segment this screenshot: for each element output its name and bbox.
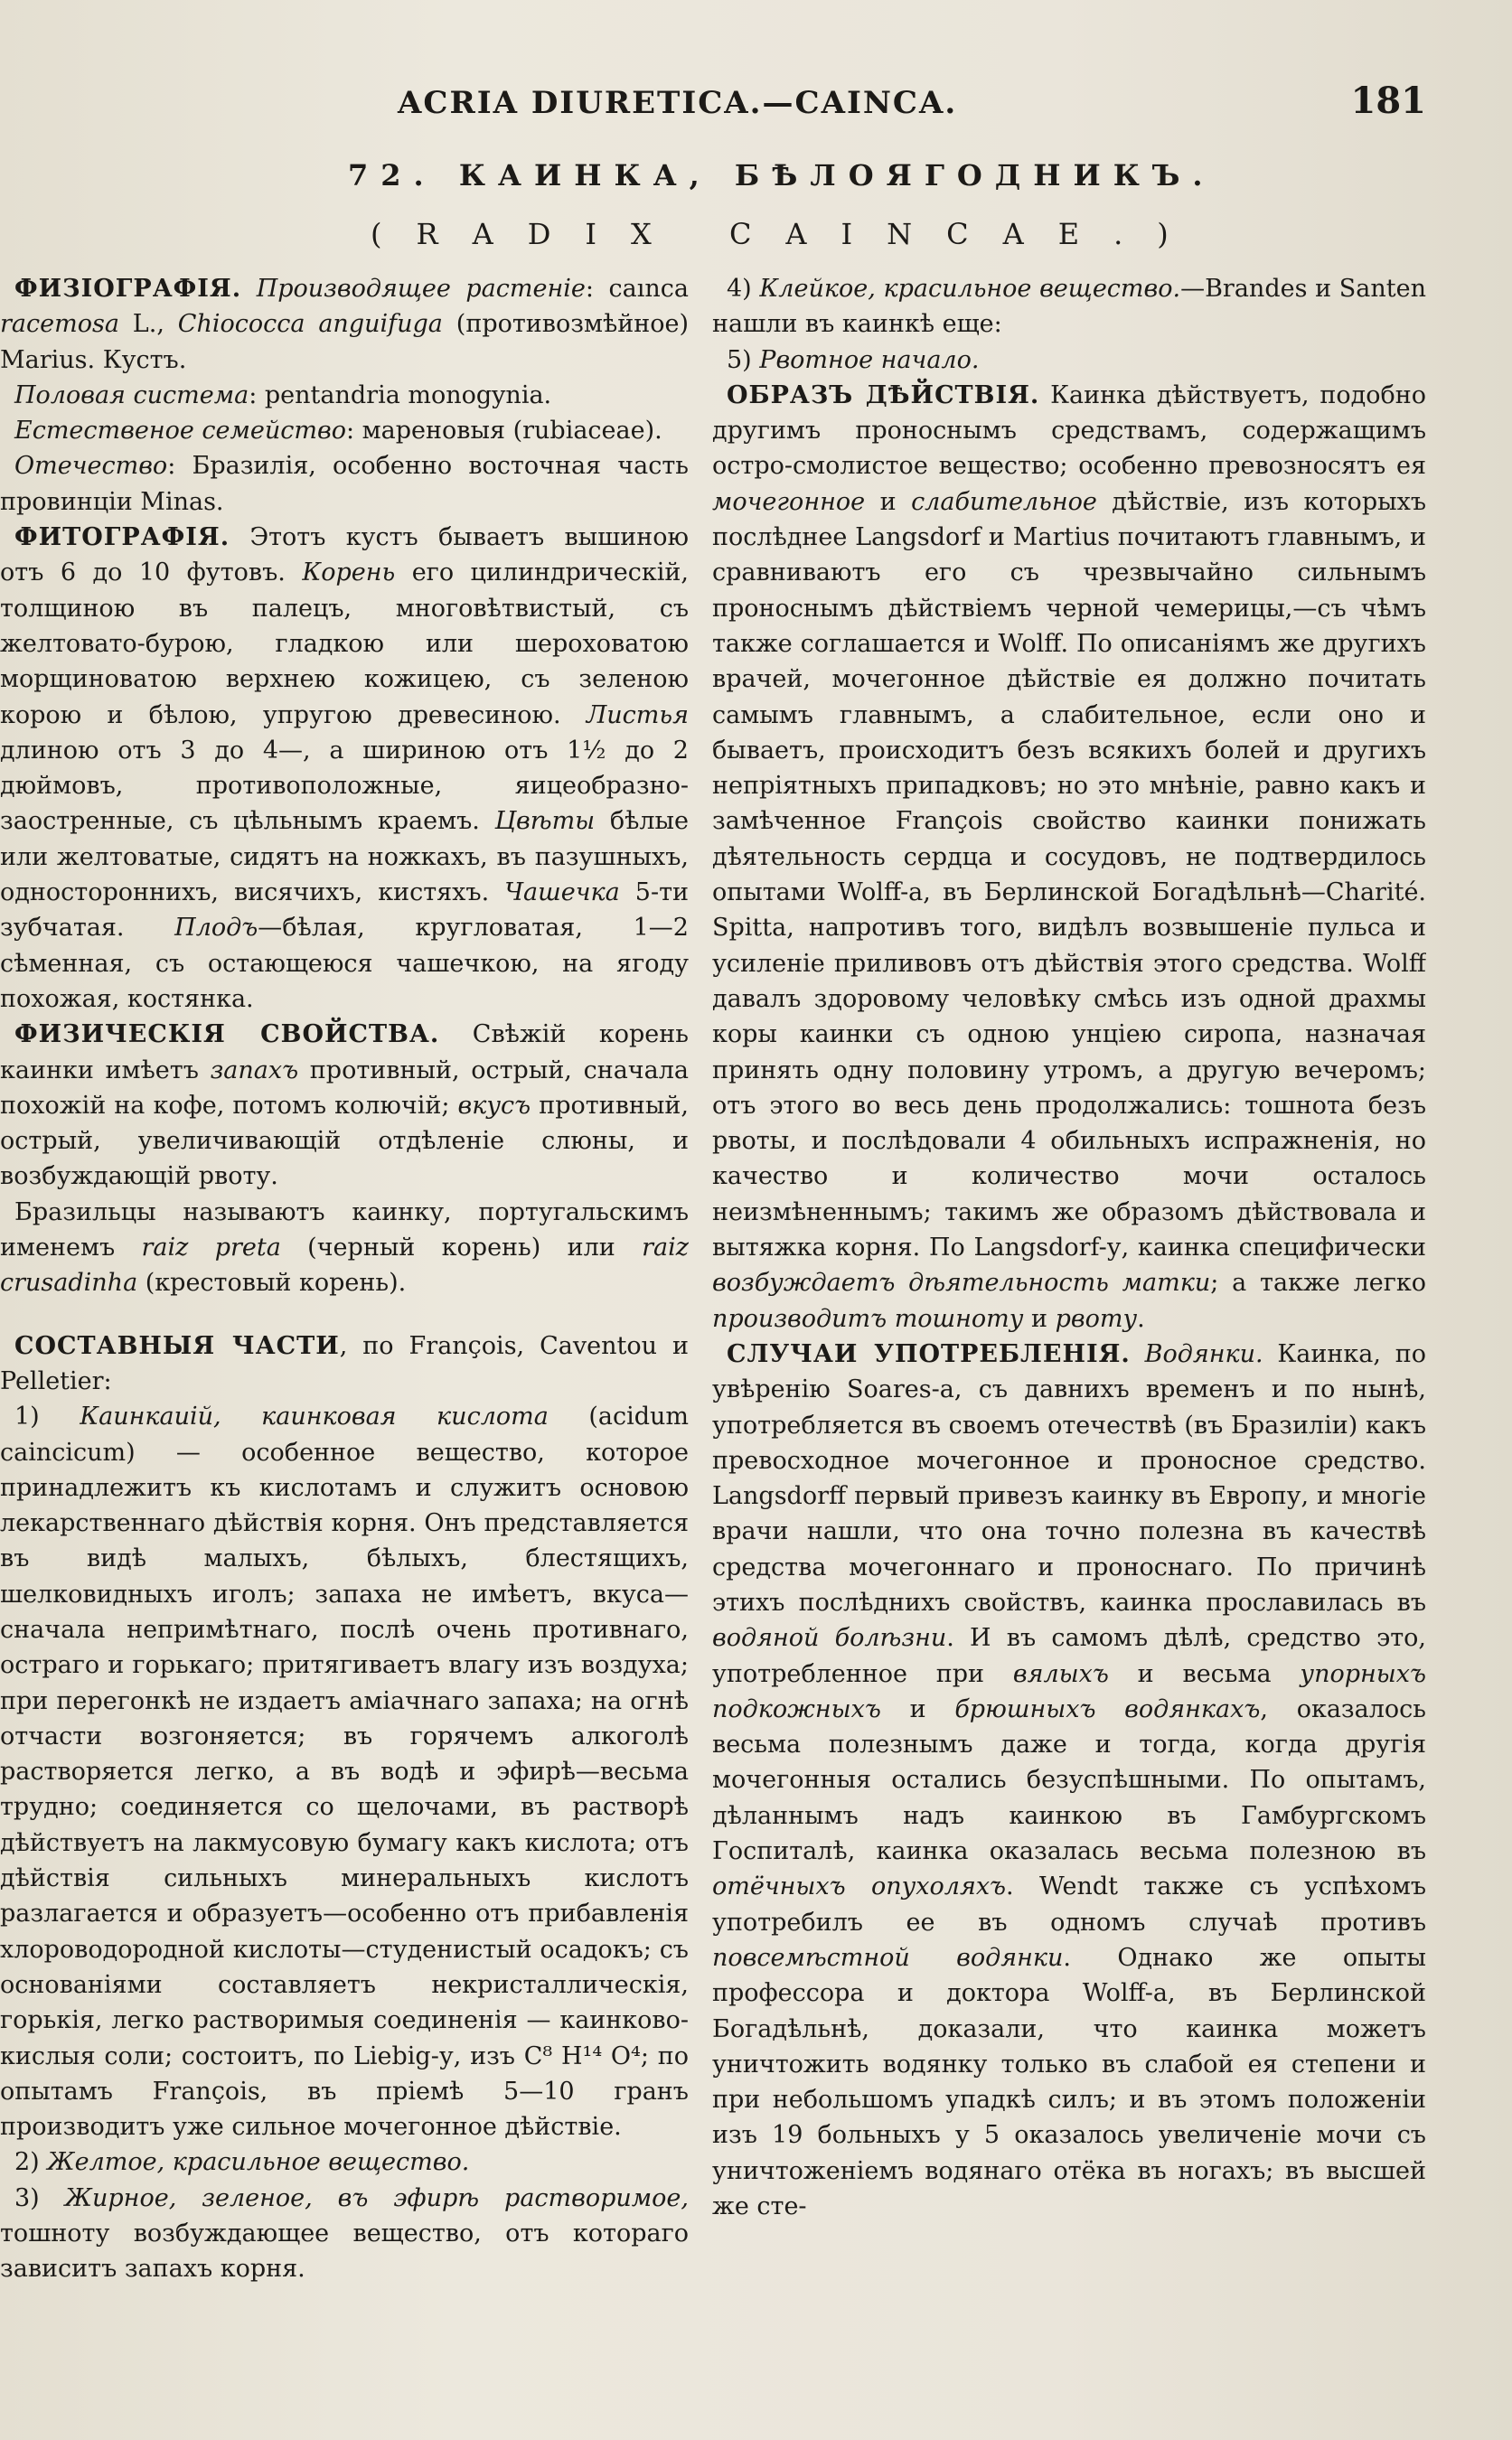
italic-text: вялыхъ: [1012, 1659, 1109, 1688]
italic-text: Водянки.: [1144, 1339, 1263, 1368]
italic-text: мочегонное: [712, 487, 866, 516]
italic-text: Каинкаиій, каинковая кислота: [80, 1403, 549, 1431]
text-run: Этотъ кустъ бываетъ вышиною отъ 6 до 10 футовъ.: [0, 523, 689, 587]
text-run: его цилиндрическій, толщиною въ палецъ, многовѣтвистый, съ желтовато-бурою, гладкою или шероховатою морщиноватою верхнею кожицею, съ зеленою корою и бѣлою, упругою древесиною.: [0, 558, 689, 729]
right-column: [712, 271, 1426, 2368]
section-heading: СЛУЧАИ УПОТРЕБЛЕНІЯ.: [727, 1339, 1131, 1368]
text-run: , оказалось весьма полезнымъ даже и тогда, когда другія мочегонныя остались безуспѣшными. По опытамъ, дѣланнымъ надъ каинкою въ Гамбургскомъ Госпиталѣ, каинка оказалась весьма полезною въ: [712, 1694, 1426, 1866]
paragraph-homeland: [0, 448, 689, 520]
italic-text: Корень: [302, 558, 396, 587]
paragraph-component-2: [0, 2144, 689, 2180]
paragraph-physiography: [0, 271, 689, 378]
section-heading: ОБРАЗЪ ДѢЙСТВІЯ.: [727, 380, 1040, 409]
italic-text: Chiococca anguifuga: [177, 310, 443, 339]
text-run: . Однако же опыты профессора и доктора Wolff-а, въ Берлинской Богадѣльнѣ, доказали, что каинка можетъ уничтожить водянку только въ слабой ея степени и при небольшомъ упадкѣ силъ; и въ этомъ положеніи изъ 19 больныхъ у 5 оказалось увеличеніе мочи съ уничтоженіемъ водянаго отёка въ ногахъ; въ высшей же сте-: [712, 1943, 1426, 2221]
text-run: 2): [14, 2148, 48, 2177]
italic-text: слабительное: [911, 487, 1097, 516]
italic-text: возбуждаетъ дѣятельность матки: [712, 1269, 1211, 1298]
italic-text: Жирное, зеленое, въ эфирѣ растворимое,: [64, 2183, 689, 2212]
section-heading: ФИТОГРАФІЯ.: [14, 523, 230, 552]
text-run: . И въ самомъ дѣлѣ, средство это, употребленное при: [712, 1624, 1426, 1688]
section-heading: ФИЗІОГРАФІЯ.: [14, 275, 242, 303]
paragraph-physical-properties: [0, 1017, 689, 1194]
text-run: [1131, 1340, 1145, 1368]
text-run: 4): [727, 275, 760, 303]
italic-text: брюшныхъ водянкахъ: [954, 1694, 1261, 1723]
text-run: ; а также легко: [1210, 1269, 1426, 1298]
text-run: 1): [14, 1403, 80, 1431]
italic-text: производитъ тошноту: [712, 1304, 1024, 1333]
article-subtitle: (RADIX CAINCAE.): [371, 217, 1203, 251]
paragraph-names: [0, 1195, 689, 1301]
paragraph-uses: [712, 1337, 1426, 2224]
italic-text: Желтое, красильное вещество.: [47, 2148, 470, 2177]
text-run: 5-ти зубчатая.: [0, 878, 689, 943]
italic-text: Половая система: [14, 380, 249, 409]
text-run: дѣйствіе, изъ которыхъ послѣднее Langsdorf и Martius почитаютъ главнымъ, и сравниваютъ его съ чрезвычайно сильнымъ проноснымъ дѣйствіемъ черной чемерицы,—съ чѣмъ также соглашается и Wolff. По описаніямъ же другихъ врачей, мочегонное дѣйствіе ея должно почитать самымъ главнымъ, а слабительное, если оно и бываетъ, происходитъ безъ всякихъ болей и другихъ непріятныхъ припадковъ; но это мнѣніе, равно какъ и замѣченное François свойство каинки понижать дѣятельность сердца и сосудовъ, не подтвердилось опытами Wolff-а, въ Берлинской Богадѣльнѣ—Charité. Spitta, напротивъ того, видѣлъ возвышеніе пульса и усиленіе приливовъ отъ дѣйствія этого средства. Wolff давалъ здоровому человѣку смѣсь изъ одной драхмы коры каинки съ одною унціею сиропа, назначая принять одну половину утромъ, а другую вечеромъ; отъ этого во весь день продолжались: тошнота безъ рвоты, и послѣдовали 4 обильныхъ испражненія, но качество и количество мочи осталось неизмѣненнымъ; такимъ же образомъ дѣйствовала и вытяжка корня. По Langsdorf-у, каинка специфически: [712, 487, 1426, 1262]
text-run: (крестовый корень).: [137, 1269, 407, 1298]
paragraph-component-4: [712, 271, 1426, 343]
text-run: (acidum caincicum) — особенное вещество, которое принадлежитъ къ кислотамъ и служитъ основою лекарственнаго дѣйствія корня. Онъ представляется въ видѣ малыхъ, бѣлыхъ, блестящихъ, шелковидныхъ иголъ; запаха не имѣетъ, вкуса—сначала непримѣтнаго, послѣ очень противнаго, остраго и горькаго; притягиваетъ влагу изъ воздуха; при перегонкѣ не издаетъ аміачнаго запаха; на огнѣ отчасти возгоняется; въ горячемъ алкоголѣ растворяется легко, а въ водѣ и эфирѣ—весьма трудно; соединяется со щелочами, въ растворѣ дѣйствуетъ на лакмусовую бумагу какъ кислота; отъ дѣйствія сильныхъ минеральныхъ кислотъ разлагается и образуетъ—особенно отъ прибавленія хлороводородной кислоты—студенистый осадокъ; съ основаніями составляетъ некристаллическія, горькія, легко растворимыя соединенія — каинково-кислыя соли; состоитъ, по Liebig-у, изъ C⁸ H¹⁴ O⁴; по опытамъ François, въ пріемѣ 5—10 гранъ производитъ уже сильное мочегонное дѣйствіе.: [0, 1403, 689, 2142]
italic-text: Чашечка: [504, 878, 620, 907]
text-run: противный, острый, увеличивающій отдѣленіе слюны, и возбуждающій рвоту.: [0, 1091, 689, 1191]
text-run: —Brandes и Santen нашли въ каинкѣ еще:: [712, 275, 1426, 339]
text-run: и: [1023, 1304, 1056, 1333]
italic-text: вкусъ: [457, 1091, 531, 1120]
text-run: Каинка дѣйствуетъ, подобно другимъ проноснымъ средствамъ, содержащимъ остро-смолистое вещество; особенно превозносятъ ея: [712, 380, 1426, 481]
paragraph-component-1: [0, 1399, 689, 2144]
text-run: : Бразилія, особенно восточная часть провинціи Minas.: [0, 452, 689, 516]
text-run: —бѣлая, кругловатая, 1—2 сѣменная, съ остающеюся чашечкою, на ягоду похожая, костянка.: [0, 914, 689, 1013]
italic-text: raiz crusadinha: [0, 1234, 689, 1298]
paragraph-component-3: [0, 2181, 689, 2287]
italic-text: racemosa: [0, 310, 119, 339]
left-column: [0, 271, 689, 2350]
section-heading: ФИЗИЧЕСКІЯ СВОЙСТВА.: [14, 1020, 440, 1049]
italic-text: Производящее растеніе: [256, 275, 586, 303]
running-head: [0, 80, 1512, 134]
text-run: длиною отъ 3 до 4—, а шириною отъ 1½ до 2 дюймовъ, противоположные, яицеобразно-заостренные, съ цѣльнымъ краемъ.: [0, 736, 689, 836]
italic-text: Цвѣты: [494, 807, 596, 836]
text-run: противный, острый, сначала похожій на кофе, потомъ колючій;: [0, 1056, 689, 1120]
text-run: бѣлые или желтоватые, сидятъ на ножкахъ, въ пазушныхъ, одностороннихъ, висячихъ, кистяхъ.: [0, 807, 689, 907]
italic-text: отёчныхъ опухоляхъ: [712, 1872, 1007, 1901]
text-run: . Wendt также съ успѣхомъ употребилъ ее въ одномъ случаѣ противъ: [712, 1872, 1426, 1937]
italic-text: запахъ: [210, 1056, 299, 1084]
text-run: и: [880, 1694, 955, 1723]
paragraph-family: [0, 413, 689, 448]
italic-text: Отечество: [14, 452, 168, 481]
text-run: Бразильцы называютъ каинку, португальскимъ именемъ: [0, 1197, 689, 1262]
text-run: тошноту возбуждающее вещество, отъ котораго зависитъ запахъ корня.: [0, 2219, 689, 2284]
italic-text: raiz preta: [141, 1234, 281, 1262]
italic-text: Естественое семейство: [14, 417, 346, 446]
text-run: 3): [14, 2183, 65, 2212]
text-run: (противозмѣйное) Marius. Кустъ.: [0, 310, 689, 374]
italic-text: рвоту: [1055, 1304, 1138, 1333]
italic-text: повсемѣстной водянки: [712, 1943, 1064, 1972]
text-run: Каинка, по увѣренію Soares-a, съ давнихъ временъ и по нынѣ, употребляется въ своемъ отечествѣ (въ Бразиліи) какъ превосходное мочегонное и проносное средство. Langsdorff первый привезъ каинку въ Европу, и многіе врачи нашли, что она точно полезна въ качествѣ средства мочегоннаго и проноснаго. По причинѣ этихъ послѣднихъ свойствъ, каинка прославилась въ: [712, 1339, 1426, 1617]
paragraph-mode-of-action: [712, 378, 1426, 1337]
text-run: : caınca: [585, 275, 689, 303]
italic-text: Клейкое, красильное вещество.: [759, 275, 1181, 303]
text-run: , по François, Caventou и Pelletier:: [0, 1331, 689, 1395]
section-heading: СОСТАВНЫЯ ЧАСТИ: [14, 1331, 340, 1360]
italic-text: Плодъ: [174, 914, 258, 943]
text-run: : pentandria monogynia.: [249, 380, 552, 409]
article-title: 72. КАИНКА, БѢЛОЯГОДНИКЪ.: [348, 158, 1216, 192]
text-run: Свѣжій корень каинки имѣетъ: [0, 1020, 689, 1084]
paragraph-components: [0, 1328, 689, 1400]
text-run: и весьма: [1108, 1659, 1301, 1688]
text-run: (черный корень) или: [280, 1234, 643, 1262]
paragraph-component-5: [712, 343, 1426, 378]
text-run: 5): [727, 345, 760, 374]
running-title: ACRIA DIURETICA.—CAINCA.: [398, 85, 958, 121]
text-run: L.,: [118, 310, 178, 339]
text-run: и: [865, 487, 912, 516]
paragraph-sexual-system: [0, 378, 689, 413]
text-run: .: [1137, 1304, 1145, 1333]
italic-text: упорныхъ подкожныхъ: [712, 1659, 1426, 1723]
paragraph-phytography: [0, 520, 689, 1017]
text-run: : мареновыя (rubiaceae).: [345, 417, 662, 446]
italic-text: водяной болѣзни: [712, 1624, 947, 1653]
page-number: 181: [1350, 80, 1426, 122]
italic-text: Листья: [586, 700, 689, 729]
italic-text: Рвотное начало.: [759, 345, 980, 374]
